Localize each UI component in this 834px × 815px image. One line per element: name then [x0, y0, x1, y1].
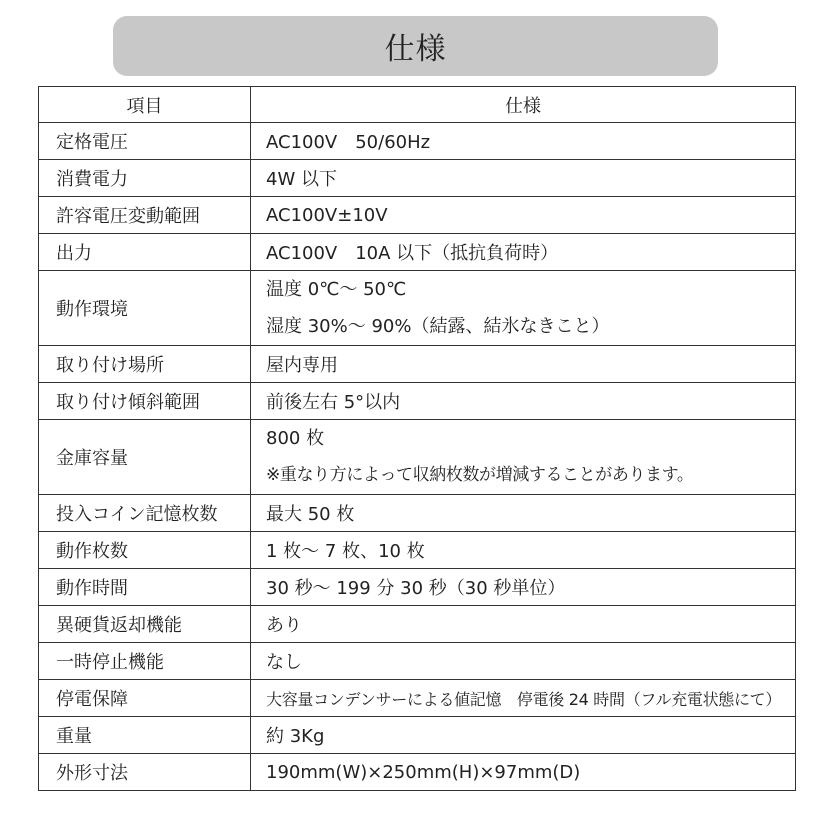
row-value-note: ※重なり方によって収納枚数が増減することがあります。: [266, 465, 694, 485]
table-row: [39, 123, 796, 160]
row-value: 最大 50 枚: [251, 495, 796, 532]
title-banner: [113, 16, 718, 76]
table-row: [39, 420, 796, 495]
table-row: [39, 383, 796, 420]
row-value: 約 3Kg: [251, 717, 796, 754]
row-value: AC100V 10A 以下（抵抗負荷時）: [251, 234, 796, 271]
row-value-line: 800 枚: [266, 428, 325, 449]
row-value: AC100V±10V: [251, 197, 796, 234]
row-label: 動作時間: [39, 569, 251, 606]
table-row: [39, 160, 796, 197]
row-value: [251, 271, 796, 346]
row-value: あり: [251, 606, 796, 643]
row-value: 屋内専用: [251, 346, 796, 383]
spec-table: [38, 86, 796, 791]
table-row: [39, 346, 796, 383]
row-label: 動作枚数: [39, 532, 251, 569]
table-row: [39, 643, 796, 680]
row-label: 動作環境: [39, 271, 251, 346]
table-row: [39, 717, 796, 754]
row-value: 190mm(W)×250mm(H)×97mm(D): [251, 754, 796, 791]
row-label: 消費電力: [39, 160, 251, 197]
row-label: 重量: [39, 717, 251, 754]
row-value: AC100V 50/60Hz: [251, 123, 796, 160]
row-value: 30 秒～ 199 分 30 秒（30 秒単位）: [251, 569, 796, 606]
table-row: [39, 234, 796, 271]
row-label: 取り付け傾斜範囲: [39, 383, 251, 420]
row-label: 一時停止機能: [39, 643, 251, 680]
row-value-line: 温度 0℃～ 50℃: [266, 279, 407, 300]
row-label: 出力: [39, 234, 251, 271]
row-label: 停電保障: [39, 680, 251, 717]
row-value-line: 湿度 30%～ 90%（結露、結氷なきこと）: [266, 316, 610, 337]
page-title: 仕様: [384, 32, 447, 67]
table-row: [39, 754, 796, 791]
row-value: 前後左右 5°以内: [251, 383, 796, 420]
table-row: [39, 532, 796, 569]
row-label: 定格電圧: [39, 123, 251, 160]
row-value: なし: [251, 643, 796, 680]
table-header-row: [39, 87, 796, 123]
table-row: [39, 569, 796, 606]
row-label: 投入コイン記憶枚数: [39, 495, 251, 532]
row-label: 異硬貨返却機能: [39, 606, 251, 643]
header-spec: 仕様: [251, 87, 796, 123]
table-row: [39, 271, 796, 346]
table-row: [39, 495, 796, 532]
row-label: 外形寸法: [39, 754, 251, 791]
row-value: 4W 以下: [251, 160, 796, 197]
row-value: 1 枚～ 7 枚、10 枚: [251, 532, 796, 569]
row-label: 金庫容量: [39, 420, 251, 495]
table-row: [39, 680, 796, 717]
row-value: 大容量コンデンサーによる値記憶 停電後 24 時間（フル充電状態にて）: [251, 680, 796, 717]
row-label: 取り付け場所: [39, 346, 251, 383]
row-label: 許容電圧変動範囲: [39, 197, 251, 234]
table-row: [39, 197, 796, 234]
row-value: [251, 420, 796, 495]
table-row: [39, 606, 796, 643]
header-item: 項目: [39, 87, 251, 123]
